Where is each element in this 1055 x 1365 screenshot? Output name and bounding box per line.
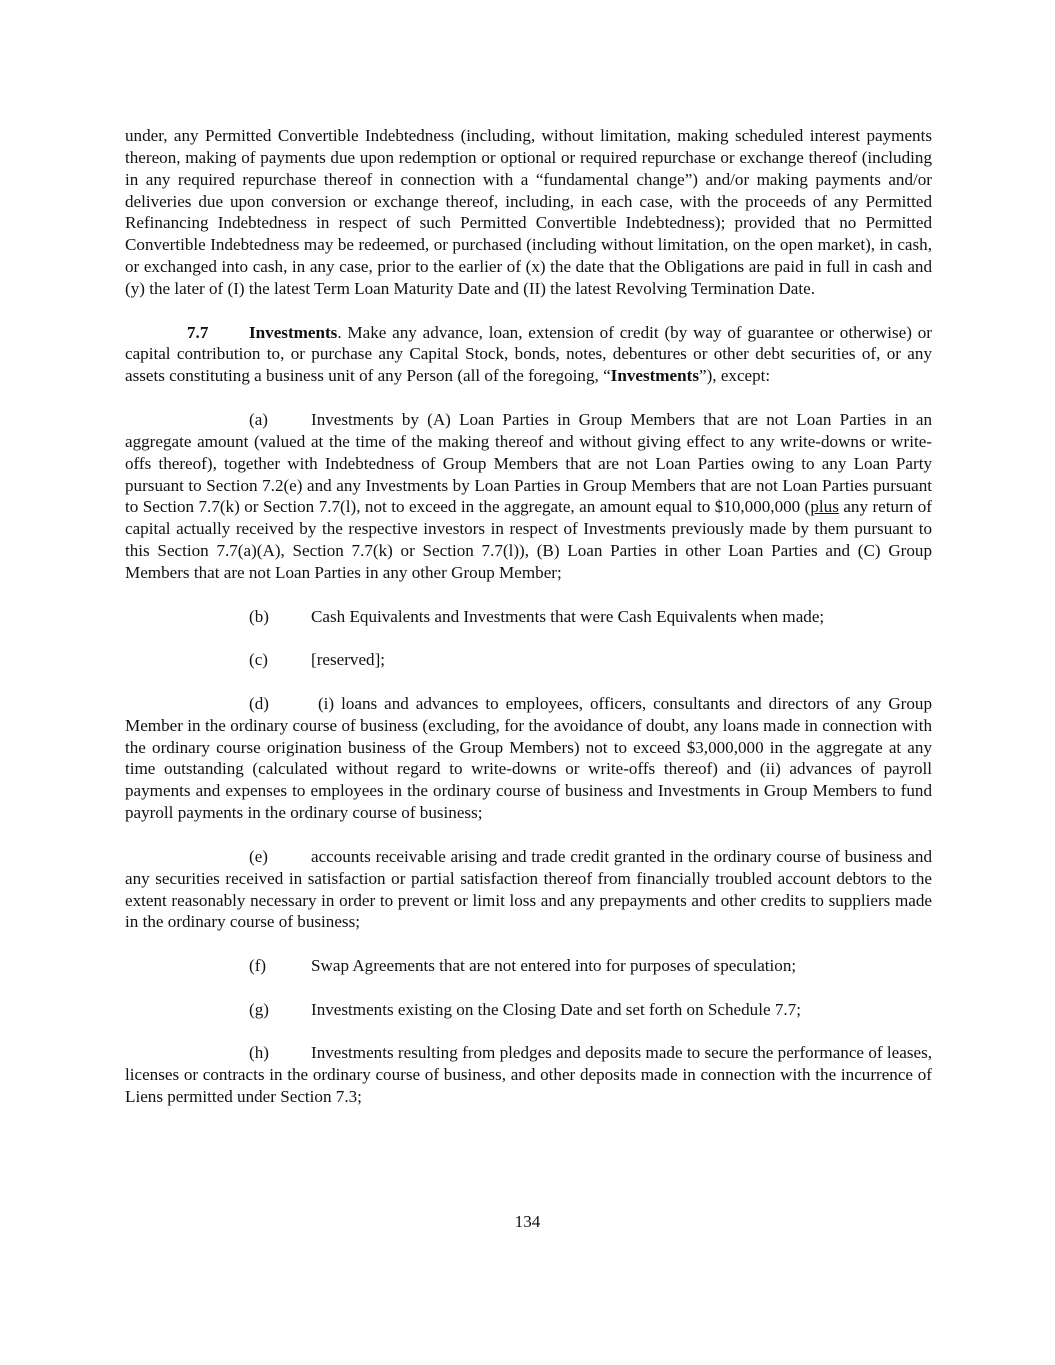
clause-label: (d) — [249, 693, 269, 713]
clause-label: (h) — [249, 1043, 269, 1063]
clause-label: (e) — [249, 846, 268, 866]
clause-g — [125, 999, 932, 1021]
clause-text: Swap Agreements that are not entered into for purposes of speculation; — [311, 956, 797, 976]
defined-term: Investments — [610, 366, 699, 386]
clause-h — [125, 1042, 932, 1108]
clause-b — [125, 606, 932, 628]
section-intro-end: ”), except: — [699, 366, 771, 386]
section-intro: . Make any advance, loan, extension of credit (by way of guarantee or otherwise) or capital contribution to, or purchase any Capital Stock, bonds, notes, debentures or other debt securities of, or any assets constituting a business unit of any Person (all of the foregoing, “ — [125, 322, 932, 386]
clause-text: Investments existing on the Closing Date and set forth on Schedule 7.7; — [311, 999, 801, 1019]
clause-e — [125, 846, 932, 933]
section-title: Investments — [249, 322, 338, 342]
clause-label: (g) — [249, 999, 269, 1019]
clause-d — [125, 693, 932, 824]
continuation-paragraph: under, any Permitted Convertible Indebtedness (including, without limitation, making scheduled interest payments thereon, making of payments due upon redemption or optional or required repurchase or exchange thereof (including in any required repurchase thereof in connection with a “fundamental change”) and/or making payments and/or deliveries due upon conversion or exchange thereof, including, in each case, with the proceeds of any Permitted Refinancing Indebtedness in respect of such Permitted Convertible Indebtedness); provided that no Permitted Convertible Indebtedness may be redeemed, or purchased (including without limitation, on the open market), in cash, or exchanged into cash, in any case, prior to the earlier of (x) the date that the Obligations are paid in full in cash and (y) the later of (I) the latest Term Loan Maturity Date and (II) the latest Revolving Termination Date. — [125, 126, 932, 298]
clause-label: (f) — [249, 956, 267, 976]
underlined-term: plus — [810, 497, 839, 517]
clause-text: Investments resulting from pledges and deposits made to secure the performance of leases, licenses or contracts in the ordinary course of business, and other deposits made in connection with the incurrence of Liens permitted under Section 7.3; — [125, 1043, 932, 1107]
clause-c — [125, 649, 932, 671]
clause-text: (i) loans and advances to employees, officers, consultants and directors of any Group Member in the ordinary course of business (excluding, for the avoidance of doubt, any loans made in connection with the ordinary course origination business of the Group Members) not to exceed $3,000,000 in the aggregate at any time outstanding (calculated without regard to write-downs or write-offs thereof) and (ii) advances of payroll payments and expenses to employees in the ordinary course of business and Investments in Group Members to fund payroll payments in the ordinary course of business; — [125, 693, 932, 823]
clause-f — [125, 955, 932, 977]
clause-text: Investments by (A) Loan Parties in Group Members that are not Loan Parties in an aggregate amount (valued at the time of the making thereof and without giving effect to any write-downs or write-offs thereof), together with Indebtedness of Group Members that are not Loan Parties owing to any Loan Party pursuant to Section 7.2(e) and any Investments by Loan Parties in Group Members that are not Loan Parties pursuant to Section 7.7(k) or Section 7.7(l), not to exceed in the aggregate, an amount equal to $10,000,000 ( — [125, 409, 932, 517]
document-page — [125, 125, 932, 1130]
clause-label: (b) — [249, 606, 269, 626]
clause-text: Cash Equivalents and Investments that were Cash Equivalents when made; — [311, 606, 825, 626]
clause-label: (a) — [249, 409, 268, 429]
clause-a — [125, 409, 932, 584]
page-number: 134 — [514, 1212, 541, 1231]
clause-text-continued: any return of capital actually received by the respective investors in respect of Investments previously made by them pursuant to this Section 7.7(a)(A), Section 7.7(k) or Section 7.7(l)), (B) Loan Parties in other Loan Parties and (C) Group Members that are not Loan Parties in any other Group Member; — [125, 497, 932, 582]
clause-text: [reserved]; — [311, 650, 386, 670]
clause-text: accounts receivable arising and trade credit granted in the ordinary course of business and any securities received in satisfaction or partial satisfaction thereof from financially troubled account debtors to the extent reasonably necessary in order to prevent or limit loss and any prepayments and other credits to suppliers made in the ordinary course of business; — [125, 846, 932, 932]
section-number: 7.7 — [187, 322, 209, 342]
clause-label: (c) — [249, 650, 268, 670]
section-7-7-paragraph — [125, 322, 932, 388]
